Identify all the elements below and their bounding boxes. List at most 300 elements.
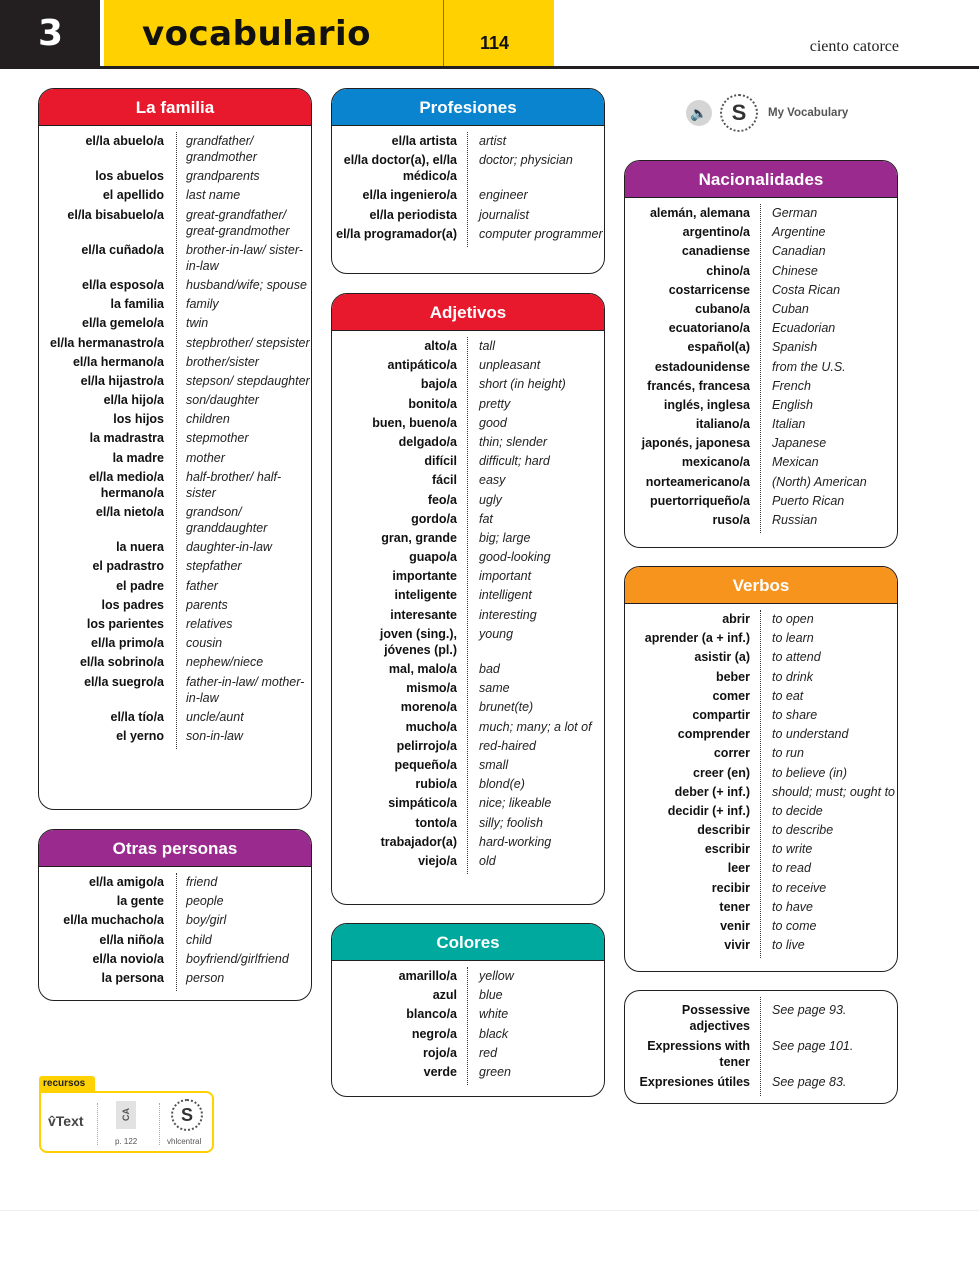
spanish-term: estadounidense	[654, 359, 750, 374]
vocab-row	[332, 699, 604, 715]
english-translation: intelligent	[479, 588, 532, 603]
english-translation: black	[479, 1026, 509, 1041]
english-translation: friend	[186, 875, 218, 889]
vocab-row	[332, 415, 604, 431]
vocab-row	[332, 776, 604, 792]
vocab-row	[625, 282, 897, 298]
vocab-row	[39, 616, 311, 632]
english-translation: parents	[186, 597, 228, 612]
vocab-row	[39, 970, 311, 986]
english-translation: stepfather	[186, 559, 242, 574]
vocab-row	[625, 1002, 897, 1034]
familia-list	[39, 126, 311, 755]
english-translation: red-haired	[479, 738, 536, 753]
verbos-list	[625, 604, 897, 964]
colores-box	[331, 923, 605, 1097]
english-translation: red	[479, 1045, 498, 1060]
vocab-row	[332, 1064, 604, 1080]
english-translation: Ecuadorian	[772, 321, 836, 336]
vocab-row	[625, 707, 897, 723]
speaker-icon[interactable]: 🔈	[686, 100, 712, 126]
spanish-term: leer	[727, 861, 750, 876]
english-translation: father-in-law/ mother-in-law	[186, 674, 305, 705]
spanish-term: decidir (+ inf.)	[667, 803, 750, 818]
vocab-row	[625, 899, 897, 915]
profesiones-box	[331, 88, 605, 274]
spanish-term: el/la ingeniero/a	[362, 188, 457, 203]
english-translation: tall	[479, 339, 495, 353]
vocab-row	[332, 1006, 604, 1022]
english-translation: to attend	[772, 650, 821, 665]
recursos-divider	[97, 1103, 98, 1145]
vocab-row	[625, 493, 897, 509]
vocab-row	[39, 578, 311, 594]
vocab-row	[39, 373, 311, 389]
nacionalidades-title: Nacionalidades	[625, 161, 897, 198]
spanish-term: norteamericano/a	[645, 474, 750, 489]
spanish-term: el/la hijo/a	[103, 393, 164, 408]
spanish-term: antipático/a	[387, 358, 457, 373]
english-translation: Spanish	[772, 340, 818, 355]
spanish-term: mal, malo/a	[388, 662, 457, 676]
english-translation: important	[479, 569, 532, 584]
spanish-term: el/la hermanastro/a	[50, 335, 164, 350]
spanish-term: beber	[715, 669, 750, 684]
vocab-row	[39, 354, 311, 370]
spanish-term: inteligente	[394, 588, 457, 603]
spanish-term: ecuatoriano/a	[668, 321, 750, 336]
vocab-row	[625, 803, 897, 819]
english-translation: artist	[479, 134, 507, 148]
extras-list	[625, 991, 897, 1102]
bottom-rule	[0, 1210, 979, 1211]
vocab-row	[332, 357, 604, 373]
otras-title: Otras personas	[39, 830, 311, 867]
spanish-term: escribir	[704, 842, 750, 857]
spanish-term: el/la amigo/a	[88, 875, 164, 889]
vocab-row	[625, 263, 897, 279]
spanish-term: el/la primo/a	[91, 636, 164, 651]
vhlcentral-label: vhlcentral	[167, 1137, 202, 1146]
vocab-row	[332, 661, 604, 677]
spanish-term: inglés, inglesa	[663, 397, 750, 412]
english-translation: to open	[772, 612, 814, 626]
english-translation: boy/girl	[186, 913, 227, 928]
vocab-row	[625, 784, 897, 800]
vocab-row	[39, 242, 311, 274]
vocab-row	[625, 630, 897, 646]
spanish-term: los padres	[101, 597, 164, 612]
spanish-term: bonito/a	[408, 396, 457, 411]
spanish-term: delgado/a	[398, 434, 457, 449]
vocab-row	[39, 450, 311, 466]
spanish-term: simpático/a	[388, 796, 457, 811]
spanish-term: el/la cuñado/a	[81, 242, 164, 257]
english-translation: Mexican	[772, 455, 819, 470]
english-translation: from the U.S.	[772, 359, 846, 374]
vhlcentral-logo-icon[interactable]: S	[171, 1099, 203, 1131]
familia-title: La familia	[39, 89, 311, 126]
page-header	[0, 0, 979, 70]
extras-box	[624, 990, 898, 1104]
vocab-row	[332, 626, 604, 658]
spanish-term: asistir (a)	[694, 650, 750, 665]
english-translation: twin	[186, 316, 209, 331]
spanish-term: argentino/a	[682, 225, 750, 240]
english-translation: brunet(te)	[479, 700, 534, 715]
vocab-row	[39, 315, 311, 331]
spanish-term: comer	[712, 688, 750, 703]
english-translation: Japanese	[772, 436, 827, 451]
vocab-row	[625, 745, 897, 761]
otras-list	[39, 867, 311, 997]
vocab-row	[39, 728, 311, 744]
vocab-row	[625, 1038, 897, 1070]
vocab-row	[625, 649, 897, 665]
spanish-term: el/la periodista	[369, 207, 457, 222]
english-translation: brother-in-law/ sister-in-law	[186, 242, 303, 273]
english-translation: Canadian	[772, 244, 826, 259]
english-translation: blue	[479, 988, 503, 1003]
english-translation: Italian	[772, 417, 806, 432]
vocab-row	[332, 152, 604, 184]
vocab-row	[332, 738, 604, 754]
vocab-row	[39, 874, 311, 890]
english-translation: yellow	[479, 969, 514, 983]
recursos-tab: recursos	[39, 1076, 95, 1092]
spanish-term: trabajador(a)	[380, 834, 457, 849]
english-translation: uncle/aunt	[186, 709, 244, 724]
vocab-row	[625, 765, 897, 781]
spanish-term: guapo/a	[409, 550, 457, 565]
english-translation: stepbrother/ stepsister	[186, 335, 310, 350]
vocab-row	[39, 133, 311, 165]
vocab-row	[39, 207, 311, 239]
vocab-row	[332, 133, 604, 149]
english-translation: pretty	[479, 396, 511, 411]
vocab-row	[332, 968, 604, 984]
english-translation: Costa Rican	[772, 282, 841, 297]
spanish-term: los hijos	[113, 412, 164, 427]
vocab-row	[332, 472, 604, 488]
vocab-row	[625, 359, 897, 375]
spanish-term: cubano/a	[695, 301, 750, 316]
vocab-row	[332, 207, 604, 223]
vocab-row	[625, 397, 897, 413]
english-translation: child	[186, 932, 212, 947]
vocab-row	[39, 558, 311, 574]
vocab-row	[625, 224, 897, 240]
spanish-term: japonés, japonesa	[641, 436, 750, 451]
spanish-term: español(a)	[687, 340, 750, 355]
spanish-term: la madrastra	[89, 431, 164, 446]
english-translation: good-looking	[479, 550, 551, 565]
vocab-row	[625, 860, 897, 876]
nacionalidades-box	[624, 160, 898, 548]
vocab-row	[332, 568, 604, 584]
english-translation: stepmother	[186, 431, 249, 446]
vocab-row	[39, 187, 311, 203]
english-translation: old	[479, 853, 496, 868]
spanish-term: italiano/a	[695, 417, 750, 432]
spanish-term: puertorriqueño/a	[649, 493, 750, 508]
spanish-term: Possessive adjectives	[681, 1003, 750, 1033]
english-translation: French	[772, 378, 811, 393]
vocab-row	[625, 378, 897, 394]
english-translation: computer programmer	[479, 226, 603, 241]
header-divider	[443, 0, 444, 67]
english-translation: much; many; a lot of	[479, 719, 592, 734]
english-translation: to read	[772, 861, 811, 876]
cuaderno-icon[interactable]: CA	[116, 1101, 136, 1129]
my-vocabulary-label[interactable]: My Vocabulary	[768, 107, 849, 119]
vocab-row	[332, 338, 604, 354]
english-translation: short (in height)	[479, 377, 566, 392]
english-translation: to drink	[772, 669, 813, 684]
vocab-row	[625, 822, 897, 838]
my-vocabulary[interactable]	[686, 94, 848, 132]
spanish-term: canadiense	[681, 244, 750, 259]
spanish-term: alemán, alemana	[649, 206, 750, 220]
english-translation: children	[186, 412, 230, 427]
spanish-term: azul	[432, 988, 457, 1003]
vocab-row	[625, 416, 897, 432]
spanish-term: la gente	[116, 894, 164, 909]
spanish-term: viejo/a	[418, 853, 457, 868]
english-translation: half-brother/ half-sister	[186, 469, 282, 500]
english-translation: person	[186, 970, 225, 985]
spanish-term: venir	[720, 919, 750, 933]
recursos-box	[39, 1091, 214, 1153]
english-translation: English	[772, 397, 813, 412]
vocab-row	[625, 339, 897, 355]
vocab-row	[332, 987, 604, 1003]
spanish-term: el/la nieto/a	[95, 505, 164, 519]
english-translation: to understand	[772, 727, 849, 742]
chapter-number: 3	[0, 0, 100, 67]
vocab-row	[625, 435, 897, 451]
vocab-row	[39, 539, 311, 555]
spanish-term: gran, grande	[381, 530, 457, 545]
english-translation: silly; foolish	[479, 815, 543, 830]
spanish-term: el/la artista	[391, 134, 457, 148]
spanish-term: el padre	[116, 578, 164, 593]
vocab-row	[332, 1045, 604, 1061]
english-translation: fat	[479, 511, 493, 526]
english-translation: Russian	[772, 513, 818, 527]
english-translation: green	[479, 1064, 511, 1079]
page-number-words: ciento catorce	[809, 38, 899, 55]
english-translation: to learn	[772, 631, 814, 646]
spanish-term: el/la novio/a	[92, 951, 164, 966]
vhl-s-logo-icon[interactable]: S	[720, 94, 758, 132]
vocab-row	[625, 320, 897, 336]
english-translation: Puerto Rican	[772, 493, 845, 508]
cuaderno-page: p. 122	[115, 1137, 138, 1146]
vocab-row	[39, 296, 311, 312]
vocab-row	[332, 492, 604, 508]
verbos-box	[624, 566, 898, 972]
english-translation: people	[186, 894, 224, 909]
spanish-term: deber (+ inf.)	[674, 784, 750, 799]
spanish-term: Expressions with tener	[647, 1039, 750, 1069]
spanish-term: la nuera	[116, 540, 164, 555]
vocab-row	[332, 549, 604, 565]
spanish-term: los abuelos	[95, 169, 164, 184]
vocab-row	[625, 688, 897, 704]
vocab-row	[332, 795, 604, 811]
vocab-row	[39, 951, 311, 967]
familia-box	[38, 88, 312, 810]
vocab-row	[332, 719, 604, 735]
spanish-term: el yerno	[116, 728, 164, 743]
vocab-row	[39, 277, 311, 293]
english-translation: to believe (in)	[772, 765, 848, 780]
english-translation: thin; slender	[479, 434, 548, 449]
vocab-row	[39, 469, 311, 501]
english-translation: to live	[772, 938, 805, 953]
vocab-row	[39, 504, 311, 536]
english-translation: big; large	[479, 530, 531, 545]
english-translation: to decide	[772, 803, 823, 818]
english-translation: (North) American	[772, 474, 867, 489]
vocab-row	[625, 454, 897, 470]
spanish-term: importante	[392, 569, 457, 584]
vocab-row	[332, 511, 604, 527]
profesiones-list	[332, 126, 604, 253]
vocab-row	[625, 611, 897, 627]
spanish-term: mucho/a	[405, 719, 457, 734]
adjetivos-list	[332, 331, 604, 880]
spanish-term: el/la doctor(a), el/la médico/a	[343, 153, 457, 184]
spanish-term: compartir	[692, 707, 750, 722]
english-translation: mother	[186, 450, 225, 465]
vtext-link[interactable]: v̂Text	[48, 1113, 84, 1129]
vocab-row	[625, 841, 897, 857]
vocab-row	[625, 512, 897, 528]
spanish-term: pequeño/a	[394, 757, 457, 772]
english-translation: doctor; physician	[479, 153, 573, 168]
vocab-row	[625, 301, 897, 317]
english-translation: boyfriend/girlfriend	[186, 951, 289, 966]
english-translation: to write	[772, 842, 813, 857]
vocab-row	[625, 205, 897, 221]
spanish-term: el/la esposo/a	[82, 277, 164, 292]
spanish-term: tener	[719, 899, 750, 914]
header-rule	[0, 66, 979, 69]
spanish-term: abrir	[722, 612, 750, 626]
english-translation: last name	[186, 188, 241, 203]
spanish-term: mexicano/a	[681, 455, 750, 470]
spanish-term: buen, bueno/a	[372, 415, 457, 430]
english-translation: cousin	[186, 636, 223, 651]
english-translation: father	[186, 578, 218, 593]
colores-title: Colores	[332, 924, 604, 961]
nacionalidades-list	[625, 198, 897, 539]
spanish-term: el/la gemelo/a	[82, 316, 164, 331]
spanish-term: francés, francesa	[647, 378, 750, 393]
english-translation: See page 83.	[772, 1075, 847, 1089]
spanish-term: rojo/a	[422, 1045, 457, 1060]
vocab-row	[332, 1026, 604, 1042]
english-translation: Cuban	[772, 301, 809, 316]
english-translation: interesting	[479, 607, 537, 622]
vocab-row	[39, 335, 311, 351]
spanish-term: describir	[697, 823, 750, 838]
spanish-term: comprender	[677, 727, 750, 742]
spanish-term: Expresiones útiles	[639, 1075, 750, 1089]
english-translation: journalist	[479, 207, 530, 222]
spanish-term: el/la medio/a hermano/a	[88, 469, 164, 500]
vocab-row	[332, 680, 604, 696]
english-translation: stepson/ stepdaughter	[186, 373, 310, 388]
vocab-row	[625, 937, 897, 953]
adjetivos-title: Adjetivos	[332, 294, 604, 331]
english-translation: engineer	[479, 188, 528, 203]
spanish-term: el/la bisabuelo/a	[67, 207, 164, 222]
spanish-term: ruso/a	[712, 513, 750, 527]
page-title: vocabulario	[142, 14, 372, 54]
english-translation: son-in-law	[186, 728, 243, 743]
english-translation: daughter-in-law	[186, 540, 272, 555]
english-translation: grandparents	[186, 169, 260, 184]
spanish-term: el/la hijastro/a	[80, 373, 164, 388]
spanish-term: correr	[713, 746, 750, 761]
vocab-row	[332, 376, 604, 392]
english-translation: nephew/niece	[186, 655, 264, 670]
spanish-term: difícil	[424, 454, 457, 469]
vocab-row	[39, 430, 311, 446]
english-translation: German	[772, 206, 818, 220]
english-translation: should; must; ought to	[772, 784, 895, 799]
english-translation: bad	[479, 662, 500, 676]
spanish-term: el/la tío/a	[110, 709, 164, 724]
spanish-term: pelirrojo/a	[396, 738, 457, 753]
english-translation: small	[479, 757, 509, 772]
english-translation: grandfather/ grandmother	[186, 134, 257, 164]
profesiones-title: Profesiones	[332, 89, 604, 126]
english-translation: family	[186, 297, 219, 312]
spanish-term: creer (en)	[693, 765, 750, 780]
spanish-term: mismo/a	[406, 681, 457, 696]
vocab-row	[332, 396, 604, 412]
english-translation: hard-working	[479, 834, 552, 849]
english-translation: Chinese	[772, 263, 818, 278]
vocab-row	[39, 932, 311, 948]
english-translation: to run	[772, 746, 804, 761]
spanish-term: la madre	[112, 450, 164, 465]
spanish-term: tonto/a	[415, 815, 457, 830]
english-translation: same	[479, 681, 510, 696]
spanish-term: chino/a	[706, 263, 750, 278]
vocab-row	[625, 243, 897, 259]
spanish-term: el/la niño/a	[99, 932, 164, 947]
recursos-divider	[159, 1103, 160, 1145]
english-translation: ugly	[479, 492, 502, 507]
spanish-term: verde	[423, 1064, 457, 1079]
english-translation: grandson/ granddaughter	[186, 505, 268, 535]
vocab-row	[39, 168, 311, 184]
spanish-term: vivir	[724, 938, 750, 953]
spanish-term: fácil	[431, 473, 457, 488]
spanish-term: joven (sing.), jóvenes (pl.)	[379, 626, 457, 657]
spanish-term: gordo/a	[411, 511, 457, 526]
english-translation: son/daughter	[186, 393, 259, 408]
english-translation: husband/wife; spouse	[186, 277, 307, 292]
spanish-term: la persona	[101, 970, 164, 985]
spanish-term: amarillo/a	[398, 969, 457, 983]
vocab-row	[625, 880, 897, 896]
